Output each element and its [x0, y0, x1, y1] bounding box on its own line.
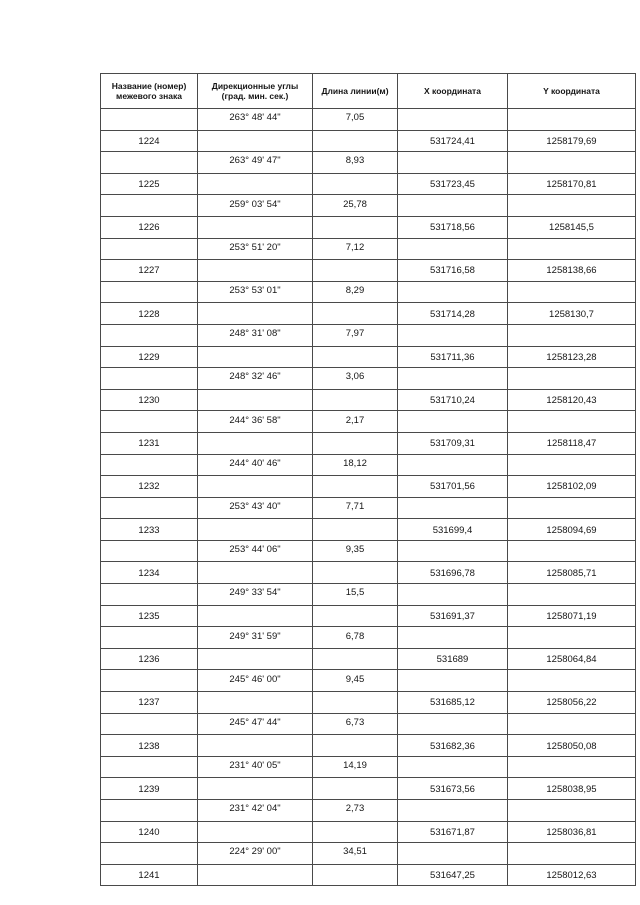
- empty-cell: [508, 195, 636, 217]
- table-header: [101, 74, 636, 109]
- empty-cell: [398, 584, 508, 606]
- length-cell: 25,78: [313, 195, 398, 217]
- y-coordinate-cell: 1258123,28: [508, 346, 636, 368]
- segment-row: [101, 670, 636, 692]
- empty-cell: [508, 756, 636, 778]
- bearing-cell: 244° 36' 58": [198, 411, 313, 433]
- point-row: [101, 260, 636, 282]
- x-coordinate-cell: 531701,56: [398, 476, 508, 498]
- empty-cell: [398, 238, 508, 260]
- boundary-coordinates-table: [100, 73, 636, 886]
- bearing-cell: 231° 40' 05": [198, 756, 313, 778]
- empty-cell: [313, 130, 398, 152]
- point-name-cell: 1227: [101, 260, 198, 282]
- point-name-cell: 1240: [101, 821, 198, 843]
- y-coordinate-cell: 1258102,09: [508, 476, 636, 498]
- header-bearing-line2: (град. мин. сек.): [221, 91, 289, 101]
- y-coordinate-cell: 1258170,81: [508, 173, 636, 195]
- empty-cell: [101, 756, 198, 778]
- empty-cell: [508, 281, 636, 303]
- empty-cell: [508, 152, 636, 174]
- y-coordinate-cell: 1258094,69: [508, 519, 636, 541]
- empty-cell: [313, 216, 398, 238]
- segment-row: [101, 152, 636, 174]
- empty-cell: [313, 821, 398, 843]
- empty-cell: [398, 109, 508, 131]
- bearing-cell: 253° 44' 06": [198, 540, 313, 562]
- point-name-cell: 1232: [101, 476, 198, 498]
- empty-cell: [198, 216, 313, 238]
- empty-cell: [398, 281, 508, 303]
- empty-cell: [313, 389, 398, 411]
- point-row: [101, 346, 636, 368]
- empty-cell: [398, 713, 508, 735]
- x-coordinate-cell: 531723,45: [398, 173, 508, 195]
- length-cell: 2,73: [313, 800, 398, 822]
- point-name-cell: 1229: [101, 346, 198, 368]
- empty-cell: [198, 476, 313, 498]
- header-length: [313, 74, 398, 109]
- empty-cell: [313, 562, 398, 584]
- empty-cell: [101, 670, 198, 692]
- empty-cell: [198, 605, 313, 627]
- header-x-label: X координата: [424, 86, 481, 96]
- header-point-name-line1: Название (номер): [111, 81, 187, 91]
- y-coordinate-cell: 1258036,81: [508, 821, 636, 843]
- point-row: [101, 648, 636, 670]
- x-coordinate-cell: 531673,56: [398, 778, 508, 800]
- empty-cell: [101, 800, 198, 822]
- empty-cell: [313, 260, 398, 282]
- empty-cell: [508, 540, 636, 562]
- empty-cell: [508, 238, 636, 260]
- bearing-cell: 245° 47' 44": [198, 713, 313, 735]
- length-cell: 7,05: [313, 109, 398, 131]
- x-coordinate-cell: 531709,31: [398, 432, 508, 454]
- point-row: [101, 216, 636, 238]
- point-row: [101, 303, 636, 325]
- y-coordinate-cell: 1258145,5: [508, 216, 636, 238]
- point-name-cell: 1235: [101, 605, 198, 627]
- empty-cell: [101, 627, 198, 649]
- empty-cell: [313, 735, 398, 757]
- header-y-label: Y координата: [543, 86, 600, 96]
- empty-cell: [198, 346, 313, 368]
- table-body: [101, 109, 636, 886]
- point-name-cell: 1234: [101, 562, 198, 584]
- x-coordinate-cell: 531718,56: [398, 216, 508, 238]
- empty-cell: [508, 713, 636, 735]
- empty-cell: [101, 281, 198, 303]
- point-name-cell: 1238: [101, 735, 198, 757]
- segment-row: [101, 627, 636, 649]
- empty-cell: [313, 692, 398, 714]
- point-name-cell: 1224: [101, 130, 198, 152]
- point-row: [101, 778, 636, 800]
- segment-row: [101, 195, 636, 217]
- empty-cell: [398, 497, 508, 519]
- empty-cell: [198, 130, 313, 152]
- empty-cell: [198, 692, 313, 714]
- bearing-cell: 259° 03' 54": [198, 195, 313, 217]
- point-row: [101, 476, 636, 498]
- empty-cell: [398, 454, 508, 476]
- header-length-label: Длина линии(м): [321, 86, 389, 96]
- point-row: [101, 692, 636, 714]
- segment-row: [101, 454, 636, 476]
- empty-cell: [101, 324, 198, 346]
- point-name-cell: 1231: [101, 432, 198, 454]
- empty-cell: [398, 756, 508, 778]
- empty-cell: [198, 432, 313, 454]
- empty-cell: [198, 735, 313, 757]
- segment-row: [101, 324, 636, 346]
- x-coordinate-cell: 531711,36: [398, 346, 508, 368]
- bearing-cell: 253° 51' 20": [198, 238, 313, 260]
- point-row: [101, 821, 636, 843]
- y-coordinate-cell: 1258085,71: [508, 562, 636, 584]
- header-y-coordinate: [508, 74, 636, 109]
- y-coordinate-cell: 1258038,95: [508, 778, 636, 800]
- empty-cell: [313, 173, 398, 195]
- empty-cell: [398, 324, 508, 346]
- point-row: [101, 130, 636, 152]
- point-row: [101, 562, 636, 584]
- empty-cell: [398, 368, 508, 390]
- point-row: [101, 735, 636, 757]
- empty-cell: [508, 670, 636, 692]
- empty-cell: [313, 432, 398, 454]
- x-coordinate-cell: 531689: [398, 648, 508, 670]
- bearing-cell: 224° 29' 00": [198, 843, 313, 865]
- point-name-cell: 1230: [101, 389, 198, 411]
- y-coordinate-cell: 1258071,19: [508, 605, 636, 627]
- point-row: [101, 519, 636, 541]
- empty-cell: [101, 713, 198, 735]
- y-coordinate-cell: 1258138,66: [508, 260, 636, 282]
- bearing-cell: 253° 43' 40": [198, 497, 313, 519]
- empty-cell: [198, 648, 313, 670]
- empty-cell: [398, 152, 508, 174]
- empty-cell: [508, 411, 636, 433]
- header-row: [101, 74, 636, 109]
- bearing-cell: 249° 33' 54": [198, 584, 313, 606]
- empty-cell: [313, 476, 398, 498]
- bearing-cell: 249° 31' 59": [198, 627, 313, 649]
- empty-cell: [398, 800, 508, 822]
- empty-cell: [398, 195, 508, 217]
- segment-row: [101, 497, 636, 519]
- empty-cell: [198, 260, 313, 282]
- length-cell: 6,78: [313, 627, 398, 649]
- bearing-cell: 245° 46' 00": [198, 670, 313, 692]
- empty-cell: [398, 843, 508, 865]
- empty-cell: [398, 627, 508, 649]
- empty-cell: [313, 778, 398, 800]
- segment-row: [101, 368, 636, 390]
- x-coordinate-cell: 531671,87: [398, 821, 508, 843]
- x-coordinate-cell: 531685,12: [398, 692, 508, 714]
- empty-cell: [198, 303, 313, 325]
- point-row: [101, 864, 636, 886]
- header-point-name-line2: межевого знака: [116, 91, 182, 101]
- length-cell: 7,71: [313, 497, 398, 519]
- empty-cell: [398, 670, 508, 692]
- empty-cell: [198, 173, 313, 195]
- segment-row: [101, 800, 636, 822]
- point-name-cell: 1236: [101, 648, 198, 670]
- empty-cell: [101, 411, 198, 433]
- length-cell: 8,29: [313, 281, 398, 303]
- segment-row: [101, 411, 636, 433]
- point-name-cell: 1233: [101, 519, 198, 541]
- y-coordinate-cell: 1258012,63: [508, 864, 636, 886]
- empty-cell: [198, 821, 313, 843]
- header-bearing: [198, 74, 313, 109]
- x-coordinate-cell: 531716,58: [398, 260, 508, 282]
- empty-cell: [313, 303, 398, 325]
- header-point-name: [101, 74, 198, 109]
- empty-cell: [101, 109, 198, 131]
- y-coordinate-cell: 1258064,84: [508, 648, 636, 670]
- empty-cell: [508, 584, 636, 606]
- empty-cell: [508, 324, 636, 346]
- empty-cell: [313, 864, 398, 886]
- x-coordinate-cell: 531682,36: [398, 735, 508, 757]
- segment-row: [101, 843, 636, 865]
- segment-row: [101, 713, 636, 735]
- bearing-cell: 253° 53' 01": [198, 281, 313, 303]
- point-row: [101, 173, 636, 195]
- point-name-cell: 1226: [101, 216, 198, 238]
- empty-cell: [313, 648, 398, 670]
- length-cell: 3,06: [313, 368, 398, 390]
- empty-cell: [198, 519, 313, 541]
- y-coordinate-cell: 1258056,22: [508, 692, 636, 714]
- y-coordinate-cell: 1258130,7: [508, 303, 636, 325]
- x-coordinate-cell: 531691,37: [398, 605, 508, 627]
- point-row: [101, 432, 636, 454]
- y-coordinate-cell: 1258118,47: [508, 432, 636, 454]
- length-cell: 8,93: [313, 152, 398, 174]
- empty-cell: [198, 864, 313, 886]
- point-name-cell: 1239: [101, 778, 198, 800]
- x-coordinate-cell: 531714,28: [398, 303, 508, 325]
- bearing-cell: 263° 49' 47": [198, 152, 313, 174]
- length-cell: 9,35: [313, 540, 398, 562]
- point-name-cell: 1225: [101, 173, 198, 195]
- point-name-cell: 1237: [101, 692, 198, 714]
- empty-cell: [101, 195, 198, 217]
- empty-cell: [198, 389, 313, 411]
- length-cell: 7,12: [313, 238, 398, 260]
- empty-cell: [508, 109, 636, 131]
- empty-cell: [101, 238, 198, 260]
- empty-cell: [508, 454, 636, 476]
- empty-cell: [198, 778, 313, 800]
- segment-row: [101, 109, 636, 131]
- point-row: [101, 605, 636, 627]
- y-coordinate-cell: 1258179,69: [508, 130, 636, 152]
- empty-cell: [101, 368, 198, 390]
- point-row: [101, 389, 636, 411]
- bearing-cell: 248° 31' 08": [198, 324, 313, 346]
- header-bearing-line1: Дирекционные углы: [211, 81, 299, 91]
- x-coordinate-cell: 531647,25: [398, 864, 508, 886]
- empty-cell: [101, 540, 198, 562]
- empty-cell: [101, 497, 198, 519]
- length-cell: 18,12: [313, 454, 398, 476]
- segment-row: [101, 540, 636, 562]
- x-coordinate-cell: 531699,4: [398, 519, 508, 541]
- empty-cell: [313, 605, 398, 627]
- empty-cell: [313, 519, 398, 541]
- empty-cell: [398, 540, 508, 562]
- empty-cell: [508, 368, 636, 390]
- y-coordinate-cell: 1258120,43: [508, 389, 636, 411]
- empty-cell: [101, 454, 198, 476]
- bearing-cell: 248° 32' 46": [198, 368, 313, 390]
- empty-cell: [508, 497, 636, 519]
- empty-cell: [198, 562, 313, 584]
- empty-cell: [101, 152, 198, 174]
- length-cell: 15,5: [313, 584, 398, 606]
- length-cell: 6,73: [313, 713, 398, 735]
- y-coordinate-cell: 1258050,08: [508, 735, 636, 757]
- length-cell: 9,45: [313, 670, 398, 692]
- empty-cell: [101, 584, 198, 606]
- empty-cell: [508, 800, 636, 822]
- empty-cell: [508, 627, 636, 649]
- length-cell: 14,19: [313, 756, 398, 778]
- length-cell: 34,51: [313, 843, 398, 865]
- segment-row: [101, 238, 636, 260]
- header-x-coordinate: [398, 74, 508, 109]
- x-coordinate-cell: 531724,41: [398, 130, 508, 152]
- length-cell: 7,97: [313, 324, 398, 346]
- x-coordinate-cell: 531710,24: [398, 389, 508, 411]
- length-cell: 2,17: [313, 411, 398, 433]
- empty-cell: [101, 843, 198, 865]
- x-coordinate-cell: 531696,78: [398, 562, 508, 584]
- point-name-cell: 1228: [101, 303, 198, 325]
- bearing-cell: 263° 48' 44": [198, 109, 313, 131]
- empty-cell: [398, 411, 508, 433]
- empty-cell: [508, 843, 636, 865]
- segment-row: [101, 584, 636, 606]
- bearing-cell: 231° 42' 04": [198, 800, 313, 822]
- point-name-cell: 1241: [101, 864, 198, 886]
- empty-cell: [313, 346, 398, 368]
- segment-row: [101, 281, 636, 303]
- segment-row: [101, 756, 636, 778]
- bearing-cell: 244° 40' 46": [198, 454, 313, 476]
